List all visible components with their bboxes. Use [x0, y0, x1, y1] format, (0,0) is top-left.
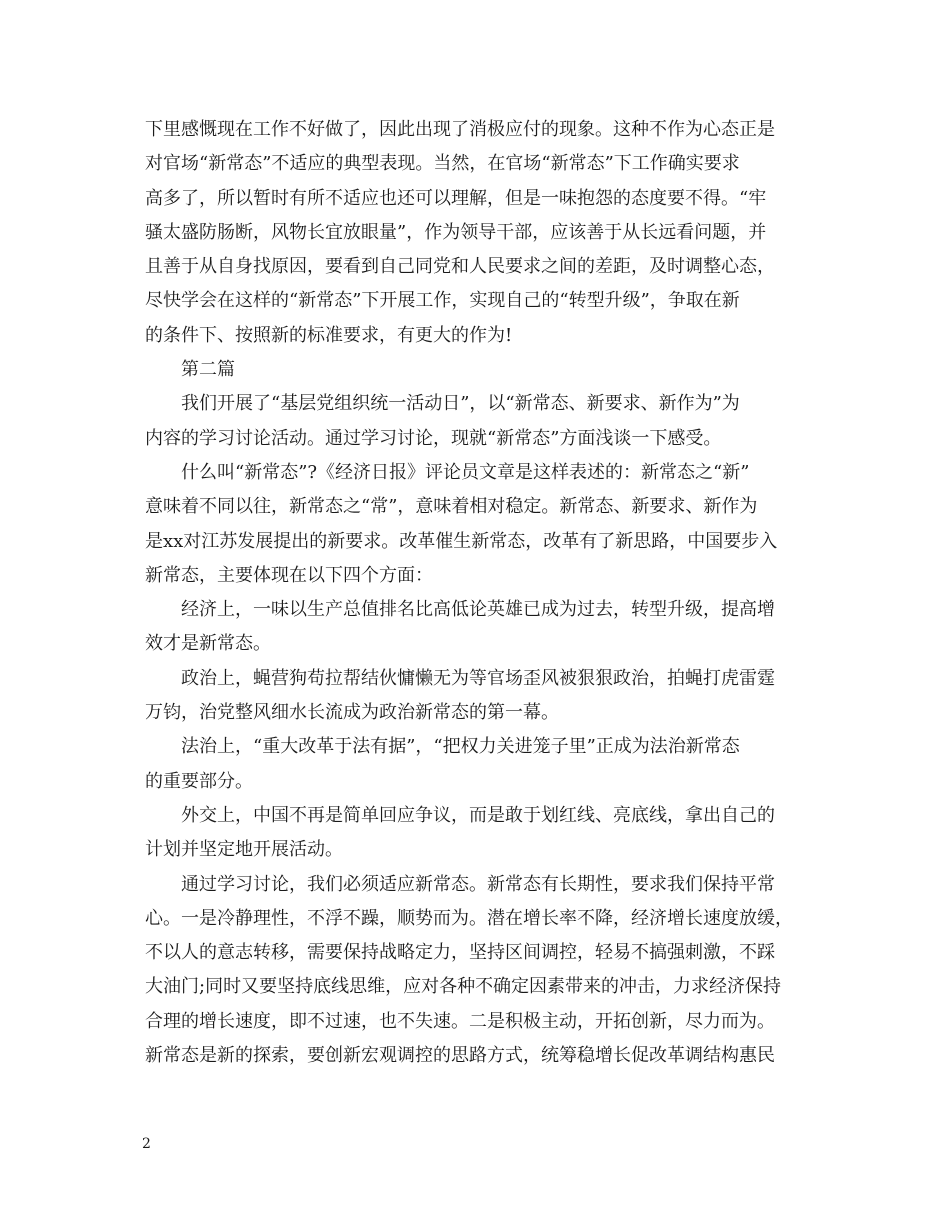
page-number: 2: [142, 1136, 151, 1152]
text-line: 的重要部分。: [145, 770, 253, 792]
text-line: 尽快学会在这样的“新常态”下开展工作，实现自己的“转型升级”，争取在新: [145, 290, 740, 312]
text-line: 我们开展了“基层党组织统一活动日”，以“新常态、新要求、新作为”为: [181, 393, 740, 415]
body-text: [145, 113, 815, 1073]
text-line: 第二篇: [181, 359, 235, 381]
text-line: 法治上，“重大改革于法有据”，“把权力关进笼子里”正成为法治新常态: [181, 736, 740, 758]
text-line: 政治上，蝇营狗苟拉帮结伙慵懒无为等官场歪风被狠狠政治，拍蝇打虎雷霆: [181, 667, 775, 689]
text-line: 什么叫“新常态”?《经济日报》评论员文章是这样表述的：新常态之“新”: [181, 461, 750, 483]
text-line: 万钧，治党整风细水长流成为政治新常态的第一幕。: [145, 702, 559, 724]
text-line: 外交上，中国不再是简单回应争议，而是敢于划红线、亮底线，拿出自己的: [181, 804, 775, 826]
text-line: 对官场“新常态”不适应的典型表现。当然，在官场“新常态”下工作确实要求: [145, 153, 740, 175]
text-line: 大油门;同时又要坚持底线思维，应对各种不确定因素带来的冲击，力求经济保持: [145, 976, 782, 998]
text-line: 合理的增长速度，即不过速，也不失速。二是积极主动，开拓创新，尽力而为。: [145, 1010, 775, 1032]
text-line: 通过学习讨论，我们必须适应新常态。新常态有长期性，要求我们保持平常: [181, 873, 775, 895]
text-line: 效才是新常态。: [145, 633, 271, 655]
text-line: 新常态，主要体现在以下四个方面：: [145, 564, 433, 586]
text-line: 不以人的意志转移，需要保持战略定力，坚持区间调控，轻易不搞强刺激，不踩: [145, 942, 775, 964]
text-line: 内容的学习讨论活动。通过学习讨论，现就“新常态”方面浅谈一下感受。: [145, 427, 722, 449]
text-line: 的条件下、按照新的标准要求，有更大的作为!: [145, 324, 513, 346]
text-line: 新常态是新的探索，要创新宏观调控的思路方式，统筹稳增长促改革调结构惠民: [145, 1045, 775, 1067]
text-line: 经济上，一味以生产总值排名比高低论英雄已成为过去，转型升级，提高增: [181, 599, 775, 621]
text-line: 骚太盛防肠断，风物长宜放眼量”，作为领导干部，应该善于从长远看问题，并: [145, 221, 767, 243]
text-line: 计划并坚定地开展活动。: [145, 839, 343, 861]
text-line: 是xx对江苏发展提出的新要求。改革催生新常态，改革有了新思路，中国要步入: [145, 530, 778, 552]
text-line: 下里感慨现在工作不好做了，因此出现了消极应付的现象。这种不作为心态正是: [145, 119, 775, 140]
text-line: 高多了，所以暂时有所不适应也还可以理解，但是一味抱怨的态度要不得。“牢: [145, 187, 767, 209]
text-line: 且善于从自身找原因，要看到自己同党和人民要求之间的差距，及时调整心态，: [145, 256, 775, 278]
text-line: 心。一是冷静理性，不浮不躁，顺势而为。潜在增长率不降，经济增长速度放缓，: [145, 907, 793, 929]
text-line: 意味着不同以往，新常态之“常”，意味着相对稳定。新常态、新要求、新作为: [145, 496, 758, 518]
